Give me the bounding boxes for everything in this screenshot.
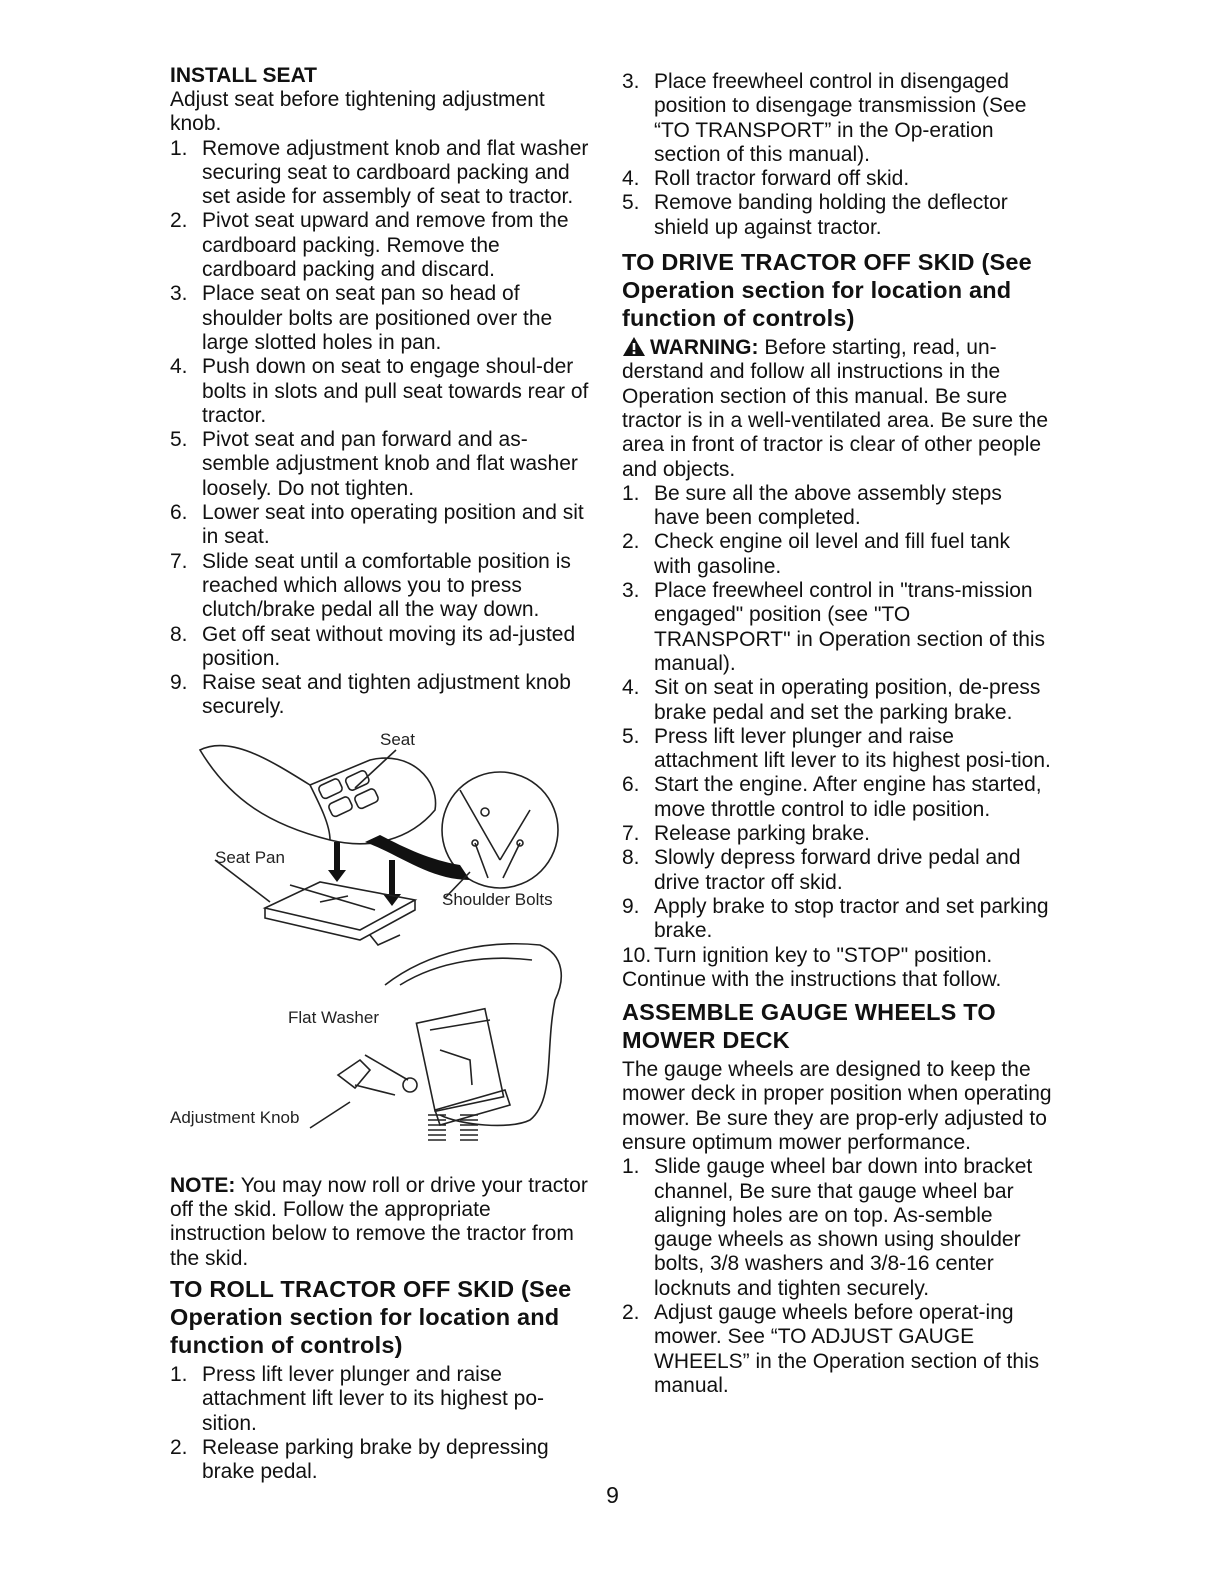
list-item: 10. Turn ignition key to "STOP" position.	[622, 943, 993, 967]
list-item: 3. Place seat on seat pan so head of shoulder bolts are positioned over the large slotted holes in pan.	[170, 282, 553, 354]
install-seat-steps	[170, 137, 590, 720]
list-item: 8. Slowly depress forward drive pedal and drive tractor off skid.	[622, 846, 1021, 894]
list-item: 9. Raise seat and tighten adjustment knob securely.	[170, 671, 571, 719]
list-item: 7. Slide seat until a comfortable position is reached which allows you to press clutch/brake pedal all the way down.	[170, 549, 571, 622]
drive-tractor-heading: TO DRIVE TRACTOR OFF SKID (See Operation section for location and function of controls)	[622, 249, 1032, 332]
continue-text: Continue with the instructions that follow.	[622, 967, 1002, 991]
list-item: 2. Check engine oil level and fill fuel tank with gasoline.	[622, 530, 1011, 578]
warning-text: Before starting, read, un-derstand and follow all instructions in the Operation section of this manual. Be sure tractor is in a well-ventilated area. Be sure the area in front of tractor is clear of other people and objects.	[622, 336, 1049, 481]
note-text: You may now roll or drive your tractor off the skid. Follow the appropriate instruction below to remove the tractor from the skid.	[170, 1173, 588, 1270]
list-item: 6. Lower seat into operating position and sit in seat.	[170, 501, 584, 549]
list-item: 1. Remove adjustment knob and flat washer securing seat to cardboard packing and set aside for assembly of seat to tractor.	[170, 136, 589, 209]
right-column	[622, 70, 1052, 1398]
list-item: 5. Remove banding holding the deflector shield up against tractor.	[622, 191, 1008, 239]
install-seat-heading: INSTALL SEAT	[170, 64, 317, 87]
list-item: 3. Place freewheel control in disengaged position to disengage transmission (See “TO TRANSPORT” in the Op-eration section of this manual).	[622, 70, 1027, 166]
roll-tractor-heading: TO ROLL TRACTOR OFF SKID (See Operation section for location and function of controls)	[170, 1275, 572, 1358]
label-seat-pan: Seat Pan	[215, 847, 285, 867]
label-shoulder-bolts: Shoulder Bolts	[442, 889, 553, 909]
note-label: NOTE:	[170, 1173, 236, 1197]
list-item: 2. Pivot seat upward and remove from the cardboard packing. Remove the cardboard packing and discard.	[170, 209, 569, 282]
list-item: 6. Start the engine. After engine has started, move throttle control to idle position.	[622, 773, 1042, 821]
gauge-wheels-heading: ASSEMBLE GAUGE WHEELS TO MOWER DECK	[622, 999, 996, 1054]
list-item: 4. Sit on seat in operating position, de-press brake pedal and set the parking brake.	[622, 676, 1041, 724]
list-item: 1. Press lift lever plunger and raise attachment lift lever to its highest po-sition.	[170, 1362, 544, 1435]
warning-paragraph	[622, 336, 1052, 482]
list-item: 5. Pivot seat and pan forward and as-semble adjustment knob and flat washer loosely. Do not tighten.	[170, 428, 578, 500]
label-flat-washer: Flat Washer	[288, 1007, 380, 1027]
label-seat: Seat	[380, 729, 415, 749]
drive-steps	[622, 482, 1052, 968]
list-item: 4. Push down on seat to engage shoul-der bolts in slots and pull seat towards rear of tractor.	[170, 355, 589, 427]
list-item: 9. Apply brake to stop tractor and set parking brake.	[622, 894, 1049, 943]
fender-drawing	[385, 944, 561, 1126]
list-item: 4. Roll tractor forward off skid.	[622, 167, 910, 191]
page-number: 9	[606, 1482, 619, 1508]
warning-triangle-icon	[622, 336, 646, 357]
left-column	[170, 58, 590, 1484]
seat-assembly-drawing	[170, 730, 590, 1170]
roll-steps	[170, 1363, 590, 1484]
list-item: 8. Get off seat without moving its ad-justed position.	[170, 622, 576, 670]
seat-assembly-illustration	[170, 730, 590, 1170]
list-item: 7. Release parking brake.	[622, 822, 870, 846]
gauge-steps	[622, 1155, 1052, 1398]
flat-washer-drawing	[403, 1078, 417, 1092]
list-item: 1. Be sure all the above assembly steps have been completed.	[622, 481, 1002, 530]
note-paragraph	[170, 1174, 590, 1271]
list-item: 3. Place freewheel control in "trans-mission engaged" position (see "TO TRANSPORT" in Operation section of this manual).	[622, 579, 1046, 675]
list-item: 5. Press lift lever plunger and raise attachment lift lever to its highest posi-tion.	[622, 724, 1051, 773]
warning-label: WARNING:	[650, 336, 759, 360]
seat-drawing	[200, 745, 436, 843]
list-item: 1. Slide gauge wheel bar down into bracket channel, Be sure that gauge wheel bar aligning holes are on top. As-semble gauge wheels as shown using shoulder bolts, 3/8 washers and 3/8-16 center locknuts and tighten securely.	[622, 1155, 1033, 1300]
gauge-intro: The gauge wheels are designed to keep the mower deck in proper position when operating mower. Be sure they are prop-erly adjusted to ensure optimum mower performance.	[622, 1058, 1052, 1154]
label-adjustment-knob: Adjustment Knob	[170, 1107, 300, 1127]
roll-steps-continued	[622, 70, 1052, 240]
list-item: 2. Adjust gauge wheels before operat-ing mower. See “TO ADJUST GAUGE WHEELS” in the Operation section of this manual.	[622, 1301, 1040, 1397]
list-item: 2. Release parking brake by depressing brake pedal.	[170, 1435, 549, 1484]
install-seat-intro: Adjust seat before tightening adjustment knob.	[170, 88, 545, 136]
adjustment-knob-drawing	[338, 1060, 370, 1088]
